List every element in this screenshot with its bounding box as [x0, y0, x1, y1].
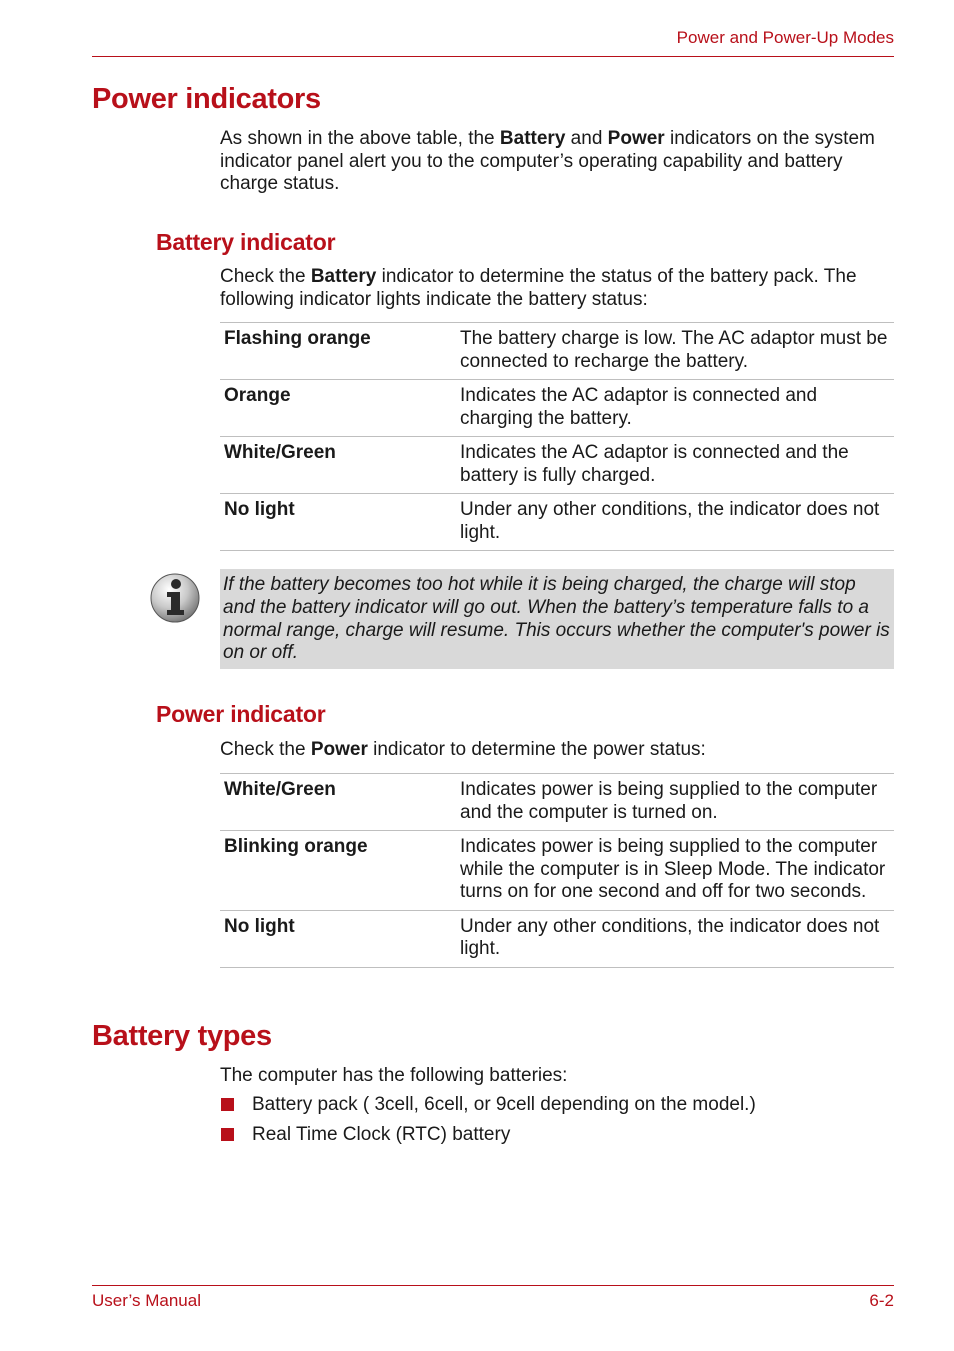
table-row [220, 774, 894, 831]
indicator-description: Indicates power is being supplied to the computer while the computer is in Sleep Mode. The indicator turns on for one second and off for two seconds. [456, 831, 894, 911]
list-item-text: Battery pack ( 3cell, 6cell, or 9cell depending on the model.) [252, 1094, 756, 1115]
indicator-description: The battery charge is low. The AC adaptor must be connected to recharge the battery. [456, 323, 894, 380]
running-header: Power and Power-Up Modes [676, 28, 894, 47]
bullet-square-icon [221, 1128, 234, 1141]
indicator-description: Under any other conditions, the indicator does not light. [456, 494, 894, 551]
note-box [220, 569, 894, 669]
table-row [220, 910, 894, 967]
list-item [220, 1123, 756, 1153]
table-row [220, 831, 894, 911]
battery-types-list [220, 1093, 756, 1153]
list-item [220, 1093, 756, 1123]
note-text: If the battery becomes too hot while it is being charged, the charge will stop and the battery indicator will go out. When the battery’s temperature falls to a normal range, charge will resume. This occurs whether the computer's power is on or off. [223, 574, 890, 664]
page-number: 6-2 [869, 1291, 894, 1310]
subsection-title-battery-indicator: Battery indicator [156, 229, 336, 255]
footer-rule [92, 1285, 894, 1286]
subsection-title-power-indicator: Power indicator [156, 701, 326, 727]
indicator-state: Blinking orange [220, 831, 456, 911]
indicator-state: Flashing orange [220, 323, 456, 380]
section-title-power-indicators: Power indicators [92, 83, 321, 115]
header-rule [92, 56, 894, 57]
indicator-state: No light [220, 494, 456, 551]
battery-indicator-table [220, 322, 894, 551]
table-row [220, 437, 894, 494]
footer-manual-title: User’s Manual [92, 1291, 201, 1310]
indicator-description: Indicates the AC adaptor is connected and charging the battery. [456, 380, 894, 437]
indicator-description: Indicates the AC adaptor is connected and the battery is fully charged. [456, 437, 894, 494]
indicator-state: White/Green [220, 437, 456, 494]
indicator-state: White/Green [220, 774, 456, 831]
power-indicator-table [220, 773, 894, 968]
power-indicator-intro: Check the Power indicator to determine the power status: [220, 739, 706, 760]
battery-types-intro: The computer has the following batteries: [220, 1065, 568, 1086]
indicator-state: No light [220, 910, 456, 967]
list-item-text: Real Time Clock (RTC) battery [252, 1124, 511, 1145]
section-title-battery-types: Battery types [92, 1020, 272, 1052]
indicator-description: Indicates power is being supplied to the computer and the computer is turned on. [456, 774, 894, 831]
table-row [220, 323, 894, 380]
indicator-description: Under any other conditions, the indicator does not light. [456, 910, 894, 967]
info-icon [149, 572, 201, 624]
battery-indicator-intro: Check the Battery indicator to determine the status of the battery pack. The following indicator lights indicate the battery status: [220, 266, 857, 310]
bullet-square-icon [221, 1098, 234, 1111]
power-indicators-intro: As shown in the above table, the Battery and Power indicators on the system indicator panel alert you to the computer’s operating capability and battery charge status. [220, 128, 875, 194]
table-row [220, 380, 894, 437]
indicator-state: Orange [220, 380, 456, 437]
table-row [220, 494, 894, 551]
